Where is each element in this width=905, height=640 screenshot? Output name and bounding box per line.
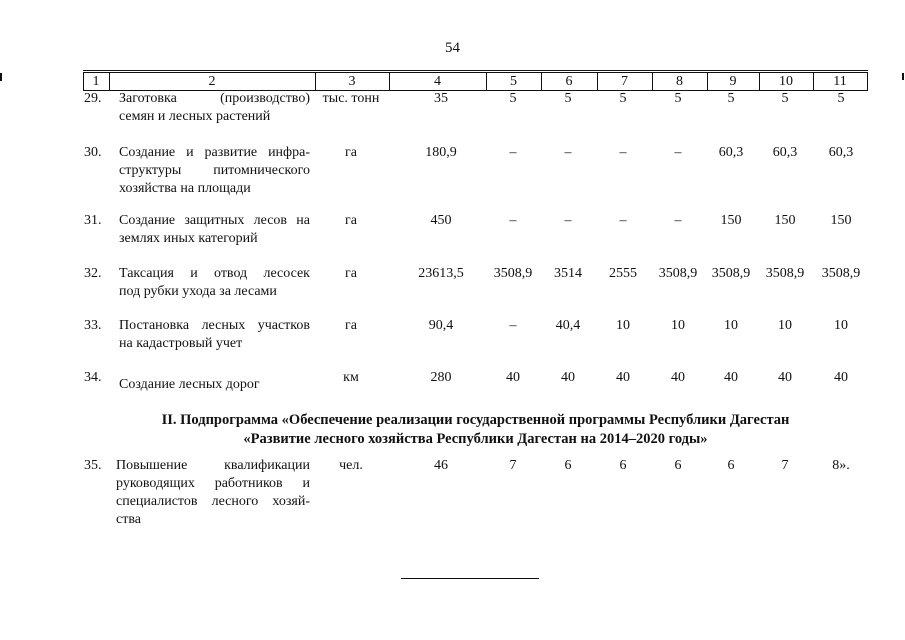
row-35-value-4: 6 <box>619 458 627 473</box>
row-31-value-7: 150 <box>774 213 796 228</box>
scan-edge-mark-right <box>902 73 904 80</box>
row-unit-29: тыс. тонн <box>322 91 380 106</box>
row-30-value-2: – <box>509 145 517 160</box>
row-number-29: 29. <box>84 91 102 106</box>
row-text-29: Заготовка (производство) семян и лесных растений <box>119 91 310 124</box>
row-30-value-6: 60,3 <box>718 145 744 160</box>
header-col-7: 7 <box>621 74 628 89</box>
header-col-8: 8 <box>676 74 683 89</box>
row-30-value-1: 180,9 <box>425 145 457 160</box>
header-col-10: 10 <box>779 74 793 89</box>
row-number-32: 32. <box>84 266 102 281</box>
header-col-1: 1 <box>92 74 100 89</box>
row-33-value-3: 40,4 <box>555 318 581 333</box>
row-34-value-1: 280 <box>430 370 452 385</box>
row-30-value-8: 60,3 <box>828 145 854 160</box>
row-31-value-3: – <box>564 213 572 228</box>
row-number-34: 34. <box>84 370 102 385</box>
row-text-30: Создание и развитие инфра- структуры питомнического хозяйства на площади <box>119 145 310 196</box>
row-33-value-4: 10 <box>616 318 630 333</box>
row-35-value-6: 6 <box>727 458 735 473</box>
row-text-32: Таксация и отвод лесосек под рубки ухода за лесами <box>119 266 310 299</box>
row-30-value-3: – <box>564 145 572 160</box>
row-30-value-5: – <box>674 145 682 160</box>
row-29-value-3: 5 <box>564 91 572 106</box>
row-text-34: Создание лесных дорог <box>119 377 260 392</box>
row-text-33: Постановка лесных участков на кадастровый учет <box>119 318 310 351</box>
row-unit-30: га <box>345 145 357 160</box>
row-35-value-2: 7 <box>509 458 517 473</box>
row-34-value-5: 40 <box>671 370 685 385</box>
table-top-rule <box>83 70 868 71</box>
row-32-value-3: 3514 <box>554 266 582 281</box>
header-col-2: 2 <box>208 74 216 89</box>
row-33-value-6: 10 <box>724 318 738 333</box>
row-unit-31: га <box>345 213 357 228</box>
row-33-value-8: 10 <box>834 318 848 333</box>
row-31-value-1: 450 <box>430 213 452 228</box>
row-31-value-4: – <box>619 213 627 228</box>
row-33-value-2: – <box>509 318 517 333</box>
row-32-value-2: 3508,9 <box>493 266 533 281</box>
row-35-value-1: 46 <box>434 458 448 473</box>
row-number-31: 31. <box>84 213 102 228</box>
row-unit-32: га <box>345 266 357 281</box>
row-32-value-5: 3508,9 <box>658 266 698 281</box>
header-col-6: 6 <box>565 74 573 89</box>
row-29-value-1: 35 <box>434 91 448 106</box>
row-30-value-4: – <box>619 145 627 160</box>
row-34-value-8: 40 <box>834 370 848 385</box>
row-30-value-7: 60,3 <box>772 145 798 160</box>
table-header-row <box>83 72 868 91</box>
row-text-35: Повышение квалификации руководящих работников и специалистов лесного хозяй- ства <box>116 458 310 527</box>
row-32-value-4: 2555 <box>609 266 637 281</box>
row-31-value-8: 150 <box>830 213 852 228</box>
header-col-5: 5 <box>510 74 517 89</box>
header-col-3: 3 <box>348 74 356 89</box>
row-29-value-8: 5 <box>837 91 845 106</box>
row-number-35: 35. <box>84 458 102 473</box>
row-32-value-6: 3508,9 <box>711 266 751 281</box>
row-unit-34: км <box>343 370 359 385</box>
row-35-value-8: 8». <box>832 458 850 473</box>
row-31-value-6: 150 <box>720 213 742 228</box>
row-number-30: 30. <box>84 145 102 160</box>
row-31-value-2: – <box>509 213 517 228</box>
row-31-value-5: – <box>674 213 682 228</box>
row-34-value-4: 40 <box>616 370 630 385</box>
row-33-value-5: 10 <box>671 318 685 333</box>
row-34-value-7: 40 <box>778 370 792 385</box>
header-col-11: 11 <box>833 74 847 89</box>
row-33-value-1: 90,4 <box>428 318 454 333</box>
page-number: 54 <box>445 40 460 56</box>
subprogram-title: II. Подпрограмма «Обеспечение реализации государственной программы Республики Дагестан «Развитие лесного хозяйства Республики Дагестан на 2014–2020 годы» <box>161 412 790 447</box>
row-34-value-6: 40 <box>724 370 738 385</box>
row-32-value-8: 3508,9 <box>821 266 861 281</box>
row-32-value-1: 23613,5 <box>418 266 464 281</box>
row-unit-35: чел. <box>339 458 363 473</box>
row-33-value-7: 10 <box>778 318 792 333</box>
scan-edge-mark-left <box>0 73 2 81</box>
row-29-value-4: 5 <box>619 91 627 106</box>
row-number-33: 33. <box>84 318 102 333</box>
row-34-value-3: 40 <box>561 370 575 385</box>
row-text-31: Создание защитных лесов на землях иных категорий <box>119 213 310 246</box>
row-29-value-5: 5 <box>674 91 682 106</box>
row-29-value-2: 5 <box>509 91 517 106</box>
row-29-value-7: 5 <box>781 91 789 106</box>
header-col-4: 4 <box>434 74 441 89</box>
row-29-value-6: 5 <box>727 91 735 106</box>
header-col-9: 9 <box>729 74 737 89</box>
row-35-value-3: 6 <box>564 458 572 473</box>
row-32-value-7: 3508,9 <box>765 266 805 281</box>
footer-rule <box>401 578 539 579</box>
row-unit-33: га <box>345 318 357 333</box>
row-35-value-5: 6 <box>674 458 682 473</box>
row-34-value-2: 40 <box>506 370 520 385</box>
row-35-value-7: 7 <box>781 458 789 473</box>
